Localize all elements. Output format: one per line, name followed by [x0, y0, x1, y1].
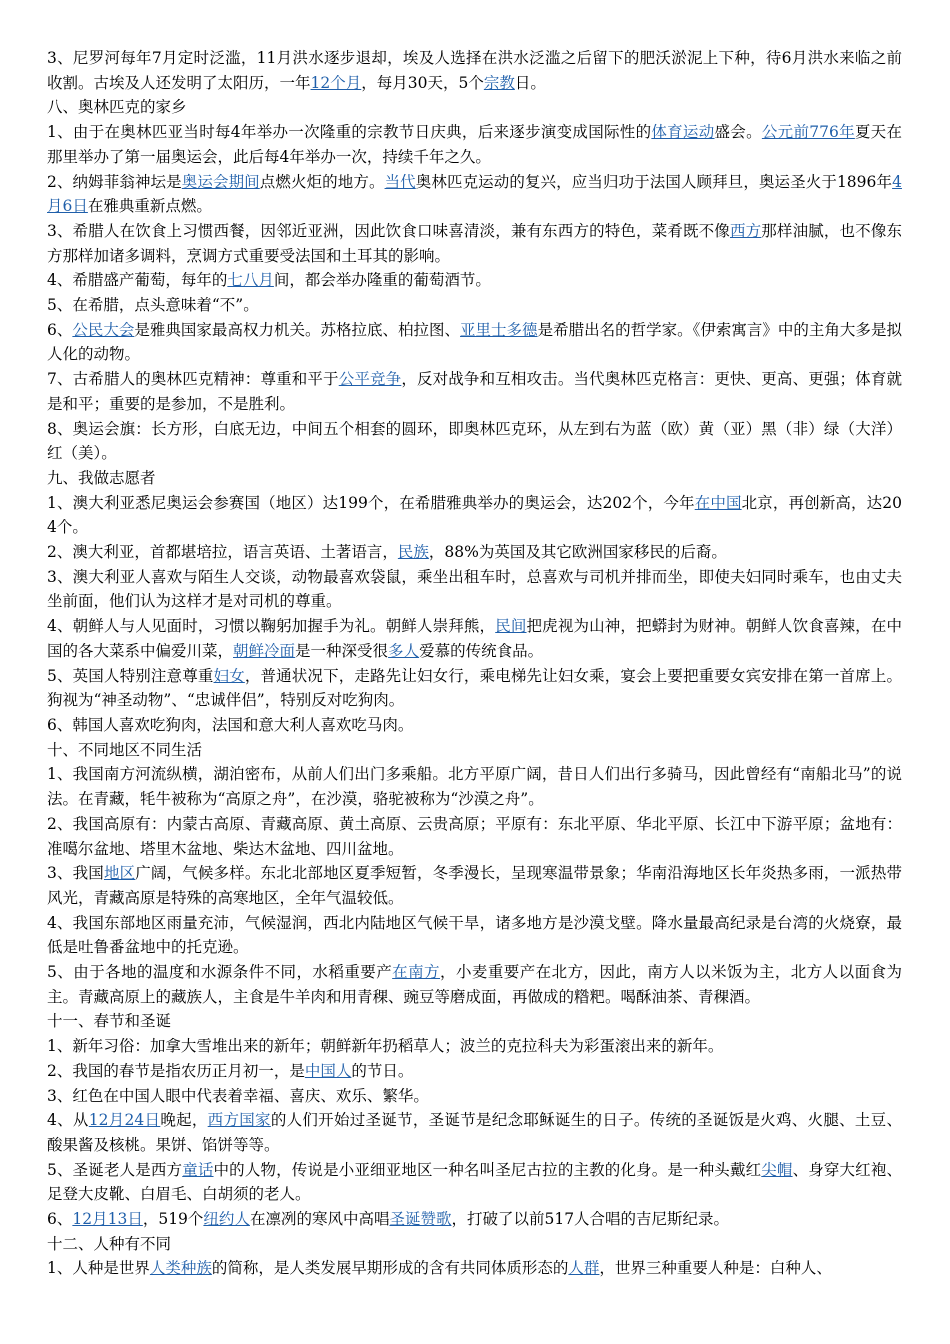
text-run: ，519个 — [142, 1210, 204, 1229]
text-run: 6、 — [47, 1210, 73, 1229]
paragraph — [47, 1256, 902, 1281]
text-run: 夏天在那里举办了第一届奥运会，此后每4年举办一次，持续千年之久。 — [47, 123, 902, 166]
hyperlink[interactable]: 公元前776年 — [761, 123, 855, 142]
text-run: 、身穿大红袍、足登大皮靴、白眉毛、白胡须的老人。 — [47, 1160, 902, 1204]
hyperlink[interactable]: 朝鲜冷面 — [233, 641, 296, 660]
text-run: 1、由于在奥林匹亚当时每4年举办一次隆重的宗教节日庆典，后来逐步演变成国际性的 — [47, 123, 652, 142]
hyperlink[interactable]: 公平竞争 — [338, 370, 402, 389]
paragraph — [47, 219, 902, 268]
paragraph — [47, 170, 902, 219]
text-run: 3、希腊人在饮食上习惯西餐，因邻近亚洲，因此饮食口味喜清淡，兼有东西方的特色，菜肴既不像 — [47, 221, 730, 240]
section-heading — [47, 95, 902, 120]
text-run: 1、我国南方河流纵横，湖泊密布，从前人们出门多乘船。北方平原广阔，昔日人们出行多骑马，因此曾经有“南船北马”的说法。在青藏，牦牛被称为“高原之舟”，在沙漠，骆驼被称为“沙漠之舟”。 — [47, 765, 902, 809]
text-run: 8、奥运会旗：长方形，白底无边，中间五个相套的圆环，即奥林匹克环，从左到右为蓝（欧）黄（亚）黑（非）绿（大洋）红（美）。 — [47, 419, 902, 463]
section-heading — [47, 1232, 902, 1257]
paragraph — [47, 1059, 902, 1084]
text-run: 的节日。 — [351, 1061, 414, 1080]
text-run: 是雅典国家最高权力机关。苏格拉底、柏拉图、 — [134, 320, 461, 339]
text-run: 日。 — [514, 73, 546, 92]
hyperlink[interactable]: 在中国 — [694, 493, 742, 512]
text-run: 3、尼罗河每年7月定时泛滥，11月洪水逐步退却，埃及人选择在洪水泛滥之后留下的肥沃淤泥上下种，待6月洪水来临之前收割。古埃及人还发明了太阳历，一年 — [47, 49, 902, 92]
text-run: 6、 — [47, 320, 73, 339]
text-run: ，小麦重要产在北方，因此，南方人以米饭为主，北方人以面食为主。青藏高原上的藏族人，主食是牛羊肉和用青稞、豌豆等磨成面，再做成的糌粑。喝酥油茶、青稞酒。 — [47, 963, 902, 1006]
text-run: 间，都会举办隆重的葡萄酒节。 — [273, 271, 491, 290]
hyperlink[interactable]: 体育运动 — [651, 123, 715, 142]
hyperlink[interactable]: 当代 — [384, 172, 416, 191]
paragraph — [47, 491, 902, 540]
text-run: 北京，再创新高，达204个。 — [47, 493, 902, 537]
text-run: ，普通状况下，走路先让妇女行，乘电梯先让妇女乘，宴会上要把重要女宾安排在第一首席上。狗视为“神圣动物”、“忠诚伴侣”，特别反对吃狗肉。 — [47, 666, 902, 710]
hyperlink[interactable]: 圣诞赞歌 — [389, 1210, 452, 1229]
text-run: 2、我国的春节是指农历正月初一，是 — [47, 1061, 305, 1080]
text-run: 4、从 — [47, 1111, 89, 1130]
text-run: 4、我国东部地区雨量充沛，气候湿润，西北内陆地区气候干旱，诸多地方是沙漠戈壁。降水量最高纪录是台湾的火烧寮，最低是吐鲁番盆地中的托克逊。 — [47, 913, 902, 957]
text-run: 3、我国 — [47, 864, 104, 883]
text-run: ，世界三种重要人种是：白种人、 — [599, 1259, 832, 1278]
text-run: ，反对战争和互相攻击。当代奥林匹克格言：更快、更高、更强；体育就是和平；重要的是参加，不是胜利。 — [47, 370, 902, 413]
hyperlink[interactable]: 七八月 — [227, 271, 274, 290]
paragraph — [47, 762, 902, 811]
hyperlink[interactable]: 民间 — [495, 617, 527, 636]
paragraph — [47, 318, 902, 367]
text-run: 6、韩国人喜欢吃狗肉，法国和意大利人喜欢吃马肉。 — [47, 715, 414, 734]
hyperlink[interactable]: 宗教 — [483, 73, 515, 92]
paragraph — [47, 713, 902, 738]
text-run: 晚起， — [160, 1111, 208, 1130]
text-run: 5、在希腊，点头意味着“不”。 — [47, 296, 259, 315]
paragraph — [47, 367, 902, 416]
text-run: 1、澳大利亚悉尼奥运会参赛国（地区）达199个，在希腊雅典举办的奥运会，达202个，今年 — [47, 493, 695, 512]
text-run: 是一种深受很 — [295, 641, 389, 660]
text-run: ，打破了以前517人合唱的吉尼斯纪录。 — [451, 1210, 730, 1229]
text-run: 3、澳大利亚人喜欢与陌生人交谈，动物最喜欢袋鼠，乘坐出租车时，总喜欢与司机并排而坐，即使夫妇同时乘车，也由丈夫坐前面，他们认为这样才是对司机的尊重。 — [47, 567, 902, 611]
text-run: 爱慕的传统食品。 — [419, 641, 544, 660]
text-run: 广阔，气候多样。东北北部地区夏季短暂，冬季漫长，呈现寒温带景象；华南沿海地区长年炎热多雨，一派热带风光，青藏高原是特殊的高寒地区，全年气温较低。 — [47, 864, 902, 907]
hyperlink[interactable]: 多人 — [388, 641, 420, 660]
hyperlink[interactable]: 12个月 — [310, 73, 362, 92]
text-run: 2、我国高原有：内蒙古高原、青藏高原、黄土高原、云贵高原；平原有：东北平原、华北平原、长江中下游平原；盆地有：准噶尔盆地、塔里木盆地、柴达木盆地、四川盆地。 — [47, 814, 902, 858]
hyperlink[interactable]: 公民大会 — [72, 320, 135, 339]
text-run: 八、奥林匹克的家乡 — [47, 98, 187, 117]
text-run: 1、人种是世界 — [47, 1259, 150, 1278]
text-run: 那样油腻，也不像东方那样加诸多调料，烹调方式重要受法国和土耳其的影响。 — [47, 221, 902, 265]
paragraph — [47, 46, 902, 95]
hyperlink[interactable]: 人群 — [568, 1259, 600, 1278]
text-run: 7、古希腊人的奥林匹克精神：尊重和平于 — [47, 370, 339, 389]
paragraph — [47, 268, 902, 293]
text-run: 中的人物，传说是小亚细亚地区一种名叫圣尼古拉的主教的化身。是一种头戴红 — [213, 1160, 762, 1179]
paragraph — [47, 417, 902, 466]
text-run: 在凛冽的寒风中高唱 — [249, 1210, 390, 1229]
section-heading — [47, 738, 902, 763]
paragraph — [47, 1108, 902, 1157]
hyperlink[interactable]: 中国人 — [304, 1061, 352, 1080]
hyperlink[interactable]: 4月6日 — [47, 172, 902, 216]
text-run: 的人们开始过圣诞节，圣诞节是纪念耶稣诞生的日子。传统的圣诞饭是火鸡、火腿、土豆、酸果酱及核桃。果饼、馅饼等等。 — [47, 1111, 902, 1154]
hyperlink[interactable]: 童话 — [182, 1160, 214, 1179]
section-heading — [47, 466, 902, 491]
hyperlink[interactable]: 民族 — [397, 543, 429, 562]
paragraph — [47, 1084, 902, 1109]
section-heading — [47, 1009, 902, 1034]
text-run: 4、希腊盛产葡萄，每年的 — [47, 271, 228, 290]
hyperlink[interactable]: 人类种族 — [149, 1259, 212, 1278]
text-run: 奥林匹克运动的复兴，应当归功于法国人顾拜旦，奥运圣火于1896年 — [415, 172, 893, 191]
text-run: 九、我做志愿者 — [47, 468, 156, 487]
text-run: 2、纳姆菲翁神坛是 — [47, 172, 182, 191]
text-run: 十一、春节和圣诞 — [47, 1012, 172, 1031]
hyperlink[interactable]: 西方 — [729, 221, 762, 240]
hyperlink[interactable]: 在南方 — [392, 963, 441, 982]
hyperlink[interactable]: 亚里士多德 — [460, 320, 538, 339]
hyperlink[interactable]: 西方国家 — [207, 1111, 271, 1130]
text-run: 在雅典重新点燃。 — [87, 197, 212, 216]
paragraph — [47, 1158, 902, 1207]
text-run: 1、新年习俗：加拿大雪堆出来的新年；朝鲜新年扔稻草人；波兰的克拉科夫为彩蛋滚出来的新年。 — [47, 1037, 724, 1056]
paragraph — [47, 540, 902, 565]
paragraph — [47, 293, 902, 318]
text-run: 十二、人种有不同 — [47, 1234, 172, 1253]
text-run: 4、朝鲜人与人见面时，习惯以鞠躬加握手为礼。朝鲜人崇拜熊， — [47, 617, 496, 636]
text-run: 3、红色在中国人眼中代表着幸福、喜庆、欢乐、繁华。 — [47, 1086, 429, 1105]
paragraph — [47, 960, 902, 1009]
text-run: 5、英国人特别注意尊重 — [47, 666, 214, 685]
text-run: 十、不同地区不同生活 — [47, 740, 203, 759]
text-run: 5、圣诞老人是西方 — [47, 1160, 183, 1179]
text-run: ，每月30天，5个 — [361, 73, 484, 92]
text-run: 的简称，是人类发展早期形成的含有共同体质形态的 — [211, 1259, 569, 1278]
paragraph — [47, 911, 902, 960]
paragraph — [47, 861, 902, 910]
hyperlink[interactable]: 地区 — [103, 864, 136, 883]
paragraph — [47, 812, 902, 861]
text-run: 是希腊出名的哲学家。《伊索寓言》中的主角大多是拟人化的动物。 — [47, 320, 902, 364]
paragraph — [47, 565, 902, 614]
paragraph — [47, 1034, 902, 1059]
paragraph — [47, 614, 902, 663]
text-run: 5、由于各地的温度和水源条件不同，水稻重要产 — [47, 963, 393, 982]
hyperlink[interactable]: 12月24日 — [88, 1111, 161, 1130]
paragraph — [47, 664, 902, 713]
hyperlink[interactable]: 12月13日 — [72, 1210, 143, 1229]
text-run: 把虎视为山神，把蟒封为财神。朝鲜人饮食喜辣，在中国的各大菜系中偏爱川菜， — [47, 617, 902, 660]
hyperlink[interactable]: 妇女 — [213, 666, 245, 685]
text-run: 2、澳大利亚，首都堪培拉，语言英语、土著语言， — [47, 543, 398, 562]
hyperlink[interactable]: 奥运会期间 — [181, 172, 260, 191]
paragraph — [47, 120, 902, 169]
text-run: 盛会。 — [714, 123, 762, 142]
paragraph — [47, 1207, 902, 1232]
hyperlink[interactable]: 纽约人 — [203, 1210, 250, 1229]
text-run: ，88%为英国及其它欧洲国家移民的后裔。 — [428, 543, 727, 562]
text-run: 点燃火炬的地方。 — [259, 172, 385, 191]
hyperlink[interactable]: 尖帽 — [761, 1160, 793, 1179]
